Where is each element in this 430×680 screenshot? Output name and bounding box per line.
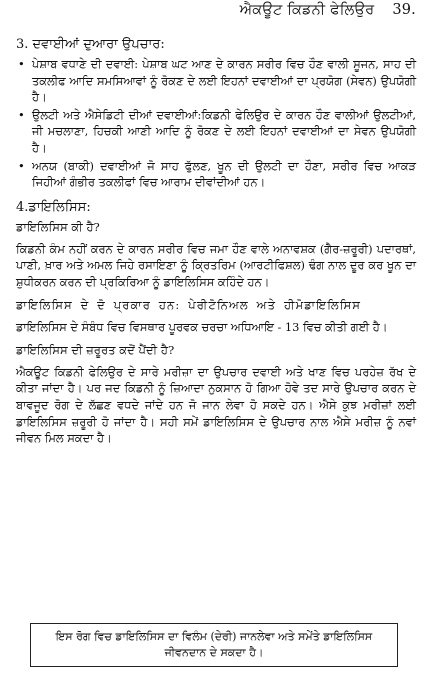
list-item bbox=[16, 56, 416, 106]
list-item bbox=[16, 158, 416, 191]
question-what-is-dialysis: ਡਾਇਲਿਸਿਸ ਕੀ ਹੈ? bbox=[16, 219, 100, 234]
bullet-icon: • bbox=[18, 107, 25, 122]
running-header bbox=[16, 2, 416, 32]
list-item-text: ਪੇਸ਼ਾਬ ਵਧਾਣੇ ਦੀ ਦਵਾਈ: ਪੇਸ਼ਾਬ ਘਟ ਆਣ ਦੇ ਕਾਰਨ ਸਰੀਰ ਵਿਚ ਹੌਣ ਵਾਲੀ ਸੂਜਨ, ਸਾਹ ਦੀ ਤਕਲੀਫ ਆਦਿ ਸਮਸਿਆਵਾਂ ਨੂੰ ਰੋਕਣ ਦੇ ਲਈ ਇਹਨਾਂ ਦਵਾਈਆਂ ਦਾ ਪ੍ਰਯੋਗ (ਸੇਵਨ) ਉਪਯੋਗੀ ਹੈ। bbox=[32, 57, 416, 105]
page-number: 39. bbox=[392, 2, 416, 18]
paragraph-chapter-reference: ਡਾਇਲਿਸਿਸ ਦੇ ਸੰਬੰਧ ਵਿਚ ਵਿਸਥਾਰ ਪੂਰਵਕ ਚਰਚਾ ਅਧਿਆਇ - 13 ਵਿਚ ਕੀਤੀ ਗਈ ਹੈ। bbox=[16, 320, 388, 335]
section-heading-dialysis: 4.ਡਾਇਲਿਸਿਸ: bbox=[16, 199, 91, 215]
paragraph-dialysis-definition: ਕਿਡਨੀ ਕੰਮ ਨਹੀਂ ਕਰਨ ਦੇ ਕਾਰਨ ਸਰੀਰ ਵਿਚ ਜਮਾ ਹੌਣ ਵਾਲੇ ਅਨਾਵਸ਼ਕ (ਗੈਰ-ਜ਼ਰੂਰੀ) ਪਦਾਰਥਾਂ, ਪਾਣੀ, ਖ਼ਾਰ ਅਤੇ ਅਮਲ ਜਿਹੇ ਰਸਾਇਣਾ ਨੂੰ ਕ੍ਰਿਤਰਿਮ (ਆਰਟੀਫਿਸ਼ਲ) ਢੰਗ ਨਾਲ ਦੂਰ ਕਰ ਖੂਨ ਦਾ ਸ਼ੁਧੀਕਰਨ ਕਰਨ ਦੀ ਪ੍ਰਕਿਰਿਆ ਨੂੰ ਡਾਇਲਿਸਿਸ ਕਹਿੰਦੇ ਹਨ। bbox=[16, 241, 416, 289]
question-when-dialysis-needed: ਡਾਇਲਿਸਿਸ ਦੀ ਜ਼ਰੂਰਤ ਕਦੋਂ ਪੈਂਦੀ ਹੈ? bbox=[16, 342, 175, 357]
bullet-icon: • bbox=[18, 57, 25, 71]
paragraph-dialysis-types: ਡਾਇਲਿਸਿਸ ਦੇ ਦੋ ਪ੍ਰਕਾਰ ਹਨ: ਪੇਰੀਟੋਨਿਅਲ ਅਤੇ ਹੀਮੋਡਾਇਲਿਸਿਸ bbox=[16, 297, 362, 312]
list-item-text: ਉਲਟੀ ਅਤੇ ਐਸੇਡਿਟੀ ਦੀਆਂ ਦਵਾਈਆਂ:ਕਿਡਨੀ ਫੇਲਿਉਰ ਦੇ ਕਾਰਨ ਹੌਣ ਵਾਲੀਆਂ ਉਲਟੀਆਂ, ਜੀ ਮਚਲਾਣਾ, ਹਿਚਕੀ ਆਣੀ ਆਦਿ ਨੂੰ ਰੋਕਣ ਦੇ ਲਈ ਇਹਨਾਂ ਦਵਾਈਆਂ ਦਾ ਸੇਵਨ ਉਪਯੋਗੀ ਹੈ। bbox=[32, 107, 416, 155]
section-heading-medication: 3. ਦਵਾਈਆਂ ਦੁਆਰਾ ਉਪਚਾਰ: bbox=[16, 37, 165, 52]
list-item-text: ਅਨਯ (ਬਾਕੀ) ਦਵਾਈਆਂ ਜੋ ਸਾਹ ਫੁੱਲਣ, ਖੂਨ ਦੀ ਉਲਟੀ ਦਾ ਹੌਣਾ, ਸਰੀਰ ਵਿਚ ਆਕੜ ਜਿਹੀਆਂ ਗੰਭੀਰ ਤਕਲੀਫਾਂ ਵਿਚ ਆਰਾਮ ਦੀਵਾਂਦੀਆਂ ਹਨ। bbox=[32, 158, 416, 190]
list-item bbox=[16, 107, 416, 157]
paragraph-dialysis-need: ਐਕਊਟ ਕਿਡਨੀ ਫੇਲਿਉਰ ਦੇ ਸਾਰੇ ਮਰੀਜ਼ਾ ਦਾ ਉਪਚਾਰ ਦਵਾਈ ਅਤੇ ਖਾਣ ਵਿਚ ਪਰਹੇਜ਼ ਰੱਖ ਦੇ ਕੀਤਾ ਜਾਂਦਾ ਹੈ। ਪਰ ਜਦ ਕਿਡਨੀ ਨੂੰ ਜ਼ਿਆਦਾ ਨੁਕਸਾਨ ਹੋ ਗਿਆ ਹੋਵੇ ਤਦ ਸਾਰੇ ਉਪਚਾਰ ਕਰਨ ਦੇ ਬਾਵਜੂਦ ਰੋਗ ਦੇ ਲੱਛਣ ਵਧਦੇ ਜਾਂਦੇ ਹਨ ਜੋ ਜਾਨ ਲੇਵਾ ਹੋ ਸਕਦੇ ਹਨ। ਐਸੇ ਕੁਝ ਮਰੀਜ਼ਾਂ ਲਈ ਡਾਇਲਿਸਿਸ ਜ਼ਰੂਰੀ ਹੋ ਜਾਂਦਾ ਹੈ। ਸਹੀ ਸਮੇਂ ਡਾਇਲਿਸਿਸ ਦੇ ਉਪਚਾਰ ਨਾਲ ਐਸੇ ਮਰੀਜ਼ ਨੂੰ ਨਵਾਂ ਜੀਵਨ ਮਿਲ ਸਕਦਾ ਹੈ। bbox=[16, 364, 416, 446]
chapter-title: ਐਕਊਟ ਕਿਡਨੀ ਫੇਲਿਉਰ bbox=[239, 2, 375, 18]
callout-box bbox=[30, 623, 398, 667]
callout-text: ਇਸ ਰੋਗ ਵਿਚ ਡਾਇਲਿਸਿਸ ਦਾ ਵਿਲੰਮ (ਦੇਰੀ) ਜਾਨਲੇਵਾ ਅਤੇ ਸਮੇਂਤੇ ਡਾਇਲਿਸਿਸ ਜੀਵਨਦਾਨ ਦੇ ਸਕਦਾ ਹੈ। bbox=[55, 630, 373, 659]
bullet-icon: • bbox=[18, 158, 25, 173]
medication-bullet-list bbox=[16, 56, 416, 191]
